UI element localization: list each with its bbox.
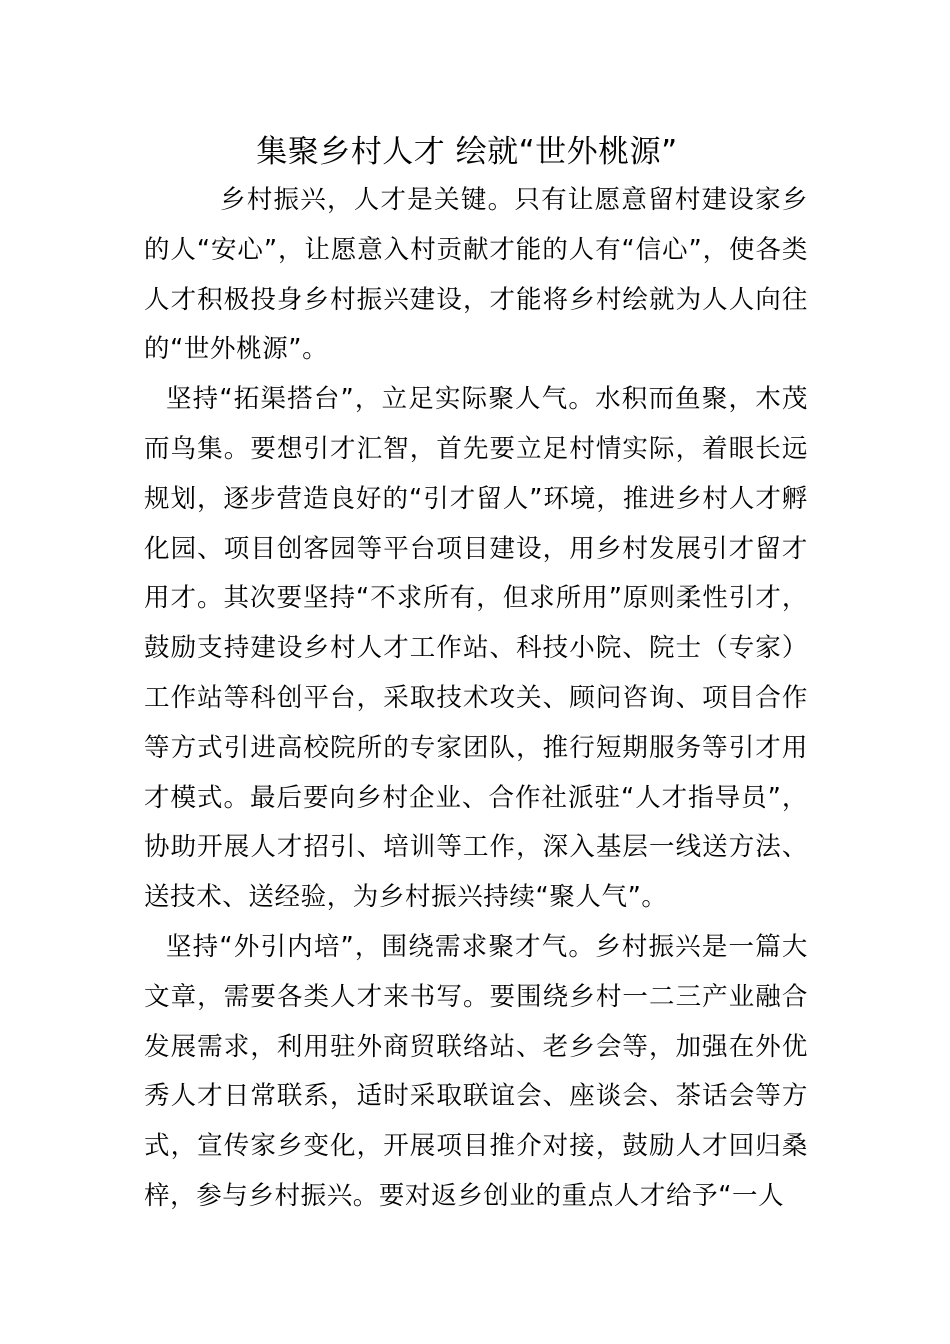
paragraph-attract-and-train: 坚持“外引内培”，围绕需求聚才气。乡村振兴是一篇大文章，需要各类人才来书写。要围绕乡村一二三产业融合发展需求，利用驻外商贸联络站、老乡会等，加强在外优秀人才日常联系，适时采取联谊会、座谈会、茶话会等方式，宣传家乡变化，开展项目推介对接，鼓励人才回归桑梓，参与乡村振兴。要对返乡创业的重点人才给予“一人 — [144, 931, 808, 1211]
paragraph-build-platforms: 坚持“拓渠搭台”，立足实际聚人气。水积而鱼聚，木茂而鸟集。要想引才汇智，首先要立足村情实际，着眼长远规划，逐步营造良好的“引才留人”环境，推进乡村人才孵化园、项目创客园等平台项目建设，用乡村发展引才留才用才。其次要坚持“不求所有，但求所用”原则柔性引才，鼓励支持建设乡村人才工作站、科技小院、院士（专家）工作站等科创平台，采取技术攻关、顾问咨询、项目合作等方式引进高校院所的专家团队，推行短期服务等引才用才模式。最后要向乡村企业、合作社派驻“人才指导员”，协助开展人才招引、培训等工作，深入基层一线送方法、送技术、送经验，为乡村振兴持续“聚人气”。 — [144, 384, 808, 913]
document-title: 集聚乡村人才 绘就“世外桃源” — [256, 134, 678, 170]
paragraph-intro: 乡村振兴，人才是关键。只有让愿意留村建设家乡的人“安心”，让愿意入村贡献才能的人有“信心”，使各类人才积极投身乡村振兴建设，才能将乡村绘就为人人向往的“世外桃源”。 — [144, 185, 808, 365]
document-body — [144, 176, 808, 1222]
